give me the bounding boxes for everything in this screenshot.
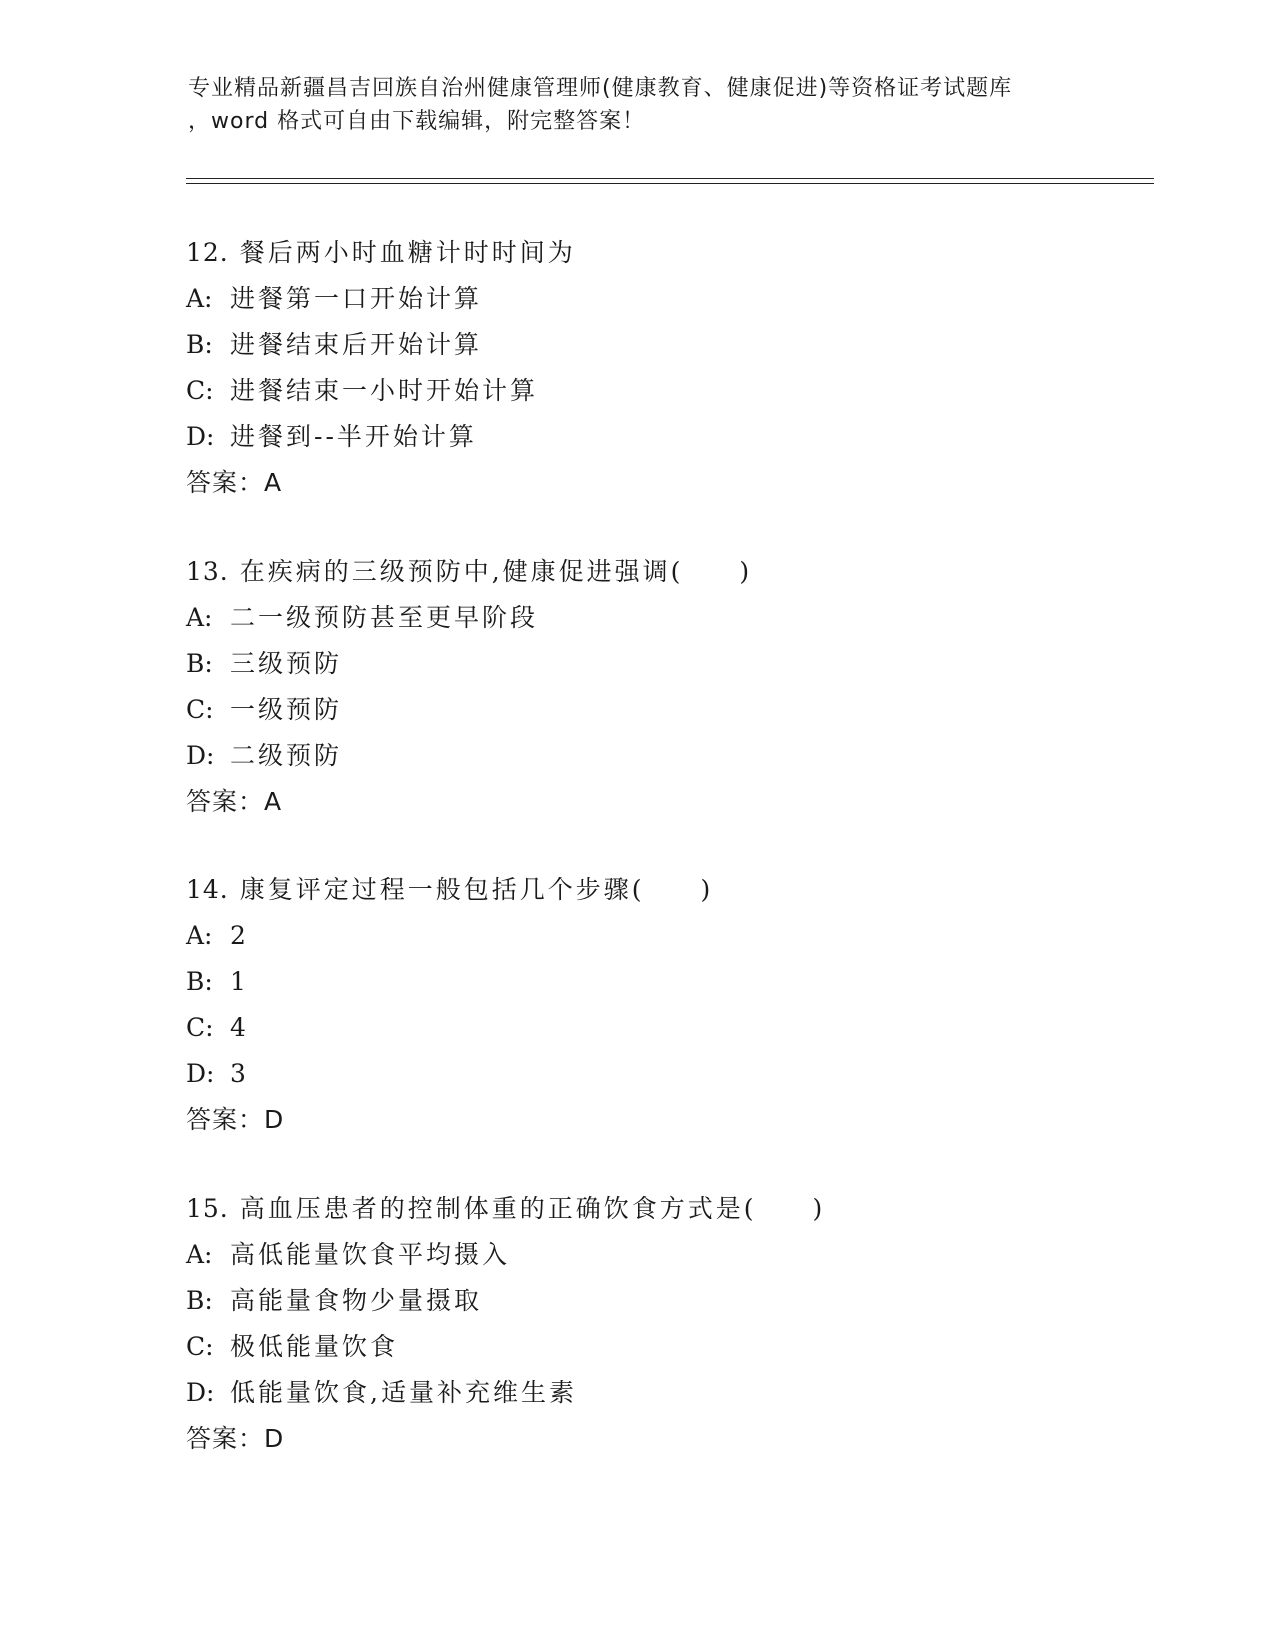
option-a xyxy=(186,1232,1146,1278)
question-stem xyxy=(186,230,1146,276)
option-text: 三级预防 xyxy=(230,649,343,678)
answer-value: D xyxy=(264,1105,285,1134)
option-label: B: xyxy=(186,649,213,678)
option-b xyxy=(186,959,1146,1005)
answer-label: 答案： xyxy=(186,1105,265,1134)
question-number: 12. xyxy=(186,238,229,267)
question-15 xyxy=(186,1186,1146,1462)
option-label: A: xyxy=(186,284,213,313)
question-14 xyxy=(186,867,1146,1143)
option-text: 4 xyxy=(230,1013,249,1042)
question-text: 餐后两小时血糖计时时间为 xyxy=(239,238,576,267)
option-b xyxy=(186,641,1146,687)
option-label: D: xyxy=(186,741,215,770)
option-label: B: xyxy=(186,967,213,996)
option-label: C: xyxy=(186,376,214,405)
option-text: 进餐第一口开始计算 xyxy=(230,284,483,313)
option-label: B: xyxy=(186,1286,213,1315)
option-d xyxy=(186,733,1146,779)
option-c xyxy=(186,368,1146,414)
option-d xyxy=(186,1051,1146,1097)
option-text: 1 xyxy=(230,967,249,996)
question-number: 14. xyxy=(186,875,229,904)
question-stem xyxy=(186,1186,1146,1232)
header-title-line: 专业精品新疆昌吉回族自治州健康管理师(健康教育、健康促进)等资格证考试题库 xyxy=(188,76,1013,101)
option-label: C: xyxy=(186,1332,214,1361)
answer-value: A xyxy=(264,787,283,816)
option-text: 二一级预防甚至更早阶段 xyxy=(230,603,539,632)
document-header xyxy=(188,72,1088,138)
question-text: 康复评定过程一般包括几个步骤( ) xyxy=(239,875,714,904)
option-label: C: xyxy=(186,695,214,724)
option-d xyxy=(186,1370,1146,1416)
option-text: 二级预防 xyxy=(230,741,343,770)
header-divider-top xyxy=(186,178,1154,179)
answer-line xyxy=(186,1097,1146,1143)
option-text: 进餐结束一小时开始计算 xyxy=(230,376,539,405)
option-text: 进餐到--半开始计算 xyxy=(230,422,477,451)
option-text: 3 xyxy=(230,1059,249,1088)
answer-value: A xyxy=(264,468,283,497)
option-text: 一级预防 xyxy=(230,695,343,724)
answer-line xyxy=(186,1416,1146,1462)
option-text: 高能量食物少量摄取 xyxy=(230,1286,483,1315)
question-13 xyxy=(186,549,1146,825)
option-label: D: xyxy=(186,1059,215,1088)
question-text: 高血压患者的控制体重的正确饮食方式是( ) xyxy=(239,1194,826,1223)
option-text: 高低能量饮食平均摄入 xyxy=(230,1240,511,1269)
answer-label: 答案： xyxy=(186,1424,265,1453)
option-text: 极低能量饮食 xyxy=(230,1332,399,1361)
option-c xyxy=(186,1324,1146,1370)
answer-line xyxy=(186,779,1146,825)
option-c xyxy=(186,1005,1146,1051)
option-c xyxy=(186,687,1146,733)
option-label: C: xyxy=(186,1013,214,1042)
option-label: D: xyxy=(186,422,215,451)
question-stem xyxy=(186,549,1146,595)
option-text: 进餐结束后开始计算 xyxy=(230,330,483,359)
option-b xyxy=(186,322,1146,368)
header-divider-bottom xyxy=(186,183,1154,184)
question-number: 15. xyxy=(186,1194,229,1223)
option-a xyxy=(186,595,1146,641)
option-a xyxy=(186,913,1146,959)
option-label: D: xyxy=(186,1378,215,1407)
question-stem xyxy=(186,867,1146,913)
option-d xyxy=(186,414,1146,460)
answer-value: D xyxy=(264,1424,285,1453)
option-label: A: xyxy=(186,921,213,950)
answer-label: 答案： xyxy=(186,787,265,816)
answer-line xyxy=(186,460,1146,506)
answer-label: 答案： xyxy=(186,468,265,497)
option-text: 低能量饮食,适量补充维生素 xyxy=(230,1378,577,1407)
option-a xyxy=(186,276,1146,322)
header-subtitle-line: ，word 格式可自由下载编辑，附完整答案！ xyxy=(188,109,646,134)
option-text: 2 xyxy=(230,921,249,950)
option-b xyxy=(186,1278,1146,1324)
option-label: B: xyxy=(186,330,213,359)
question-number: 13. xyxy=(186,557,229,586)
question-12 xyxy=(186,230,1146,506)
question-text: 在疾病的三级预防中,健康促进强调( ) xyxy=(239,557,753,586)
option-label: A: xyxy=(186,1240,213,1269)
option-label: A: xyxy=(186,603,213,632)
